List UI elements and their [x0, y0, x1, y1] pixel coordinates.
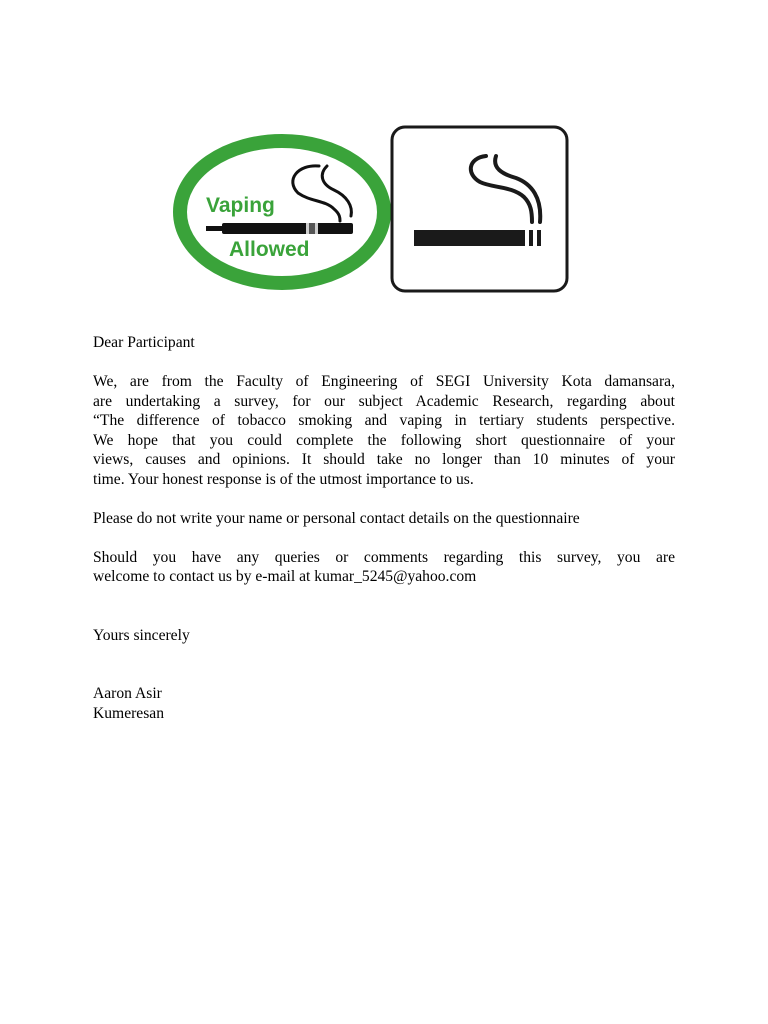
- vapor-icon: [293, 166, 352, 221]
- vaping-text: Vaping: [206, 194, 275, 217]
- paragraph-line: views, causes and opinions. It should take no longer than 10 minutes of your: [93, 451, 675, 468]
- vaping-allowed-sign: [180, 141, 384, 283]
- cigarette-icon: [414, 230, 541, 246]
- paragraph-line: Should you have any queries or comments regarding this survey, you are: [93, 548, 675, 566]
- signature-name-last: Kumeresan: [93, 704, 165, 722]
- allowed-text: Allowed: [229, 238, 310, 261]
- logo-graphics: [0, 0, 768, 310]
- paragraph-line: are undertaking a survey, for our subject Academic Research, regarding about: [93, 392, 675, 410]
- intro-paragraph: [93, 372, 675, 489]
- signature-name-first: Aaron Asir: [93, 685, 162, 702]
- smoking-sign: [392, 127, 567, 291]
- paragraph-line: time. Your honest response is of the utmost importance to us.: [93, 470, 474, 488]
- privacy-note: Please do not write your name or personal contact details on the questionnaire: [93, 509, 580, 527]
- e-cigarette-icon: [206, 223, 353, 234]
- salutation: Dear Participant: [93, 334, 195, 351]
- paragraph-line: We, are from the Faculty of Engineering of SEGI University Kota damansara,: [93, 373, 675, 390]
- letter-body: [93, 333, 675, 723]
- contact-paragraph: [93, 548, 675, 587]
- paragraph-line: welcome to contact us by e-mail at kumar_5245@yahoo.com: [93, 568, 477, 585]
- paragraph-line: “The difference of tobacco smoking and vaping in tertiary students perspective.: [93, 412, 675, 429]
- closing: Yours sincerely: [93, 626, 190, 644]
- paragraph-line: We hope that you could complete the following short questionnaire of your: [93, 431, 675, 449]
